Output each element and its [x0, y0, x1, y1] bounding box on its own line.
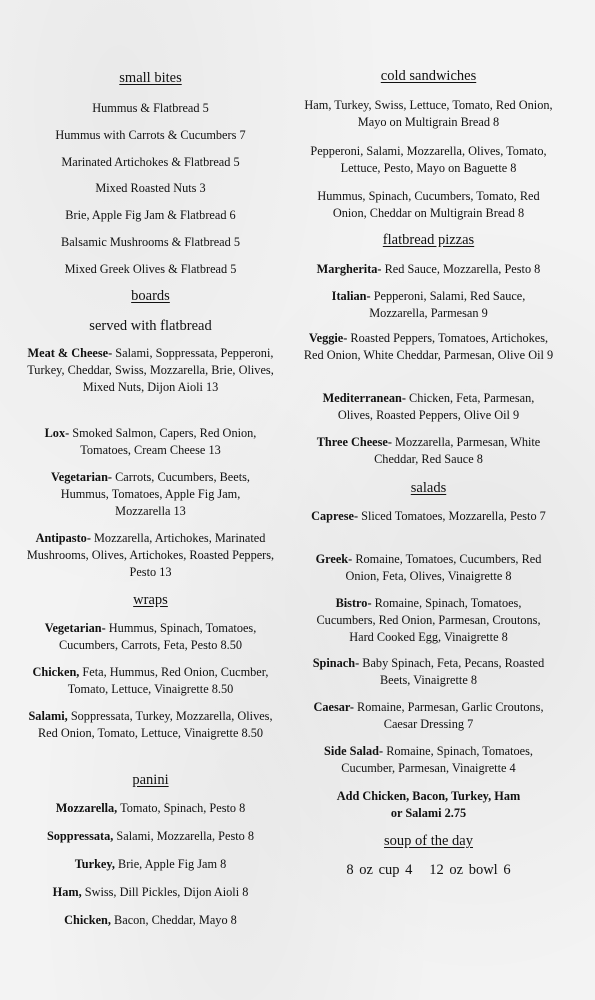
- wrap-item: Chicken, Feta, Hummus, Red Onion, Cucmber, Tomato, Lettuce, Vinaigrette 8.50: [32, 665, 269, 696]
- cold-sandwich-item: Hummus, Spinach, Cucumbers, Tomato, Red Onion, Cheddar on Multigrain Bread 8: [317, 189, 540, 220]
- salad-addon: Add Chicken, Bacon, Turkey, Ham or Salami 2.75: [336, 789, 521, 820]
- salad-item: Caprese- Sliced Tomatoes, Mozzarella, Pesto 7: [311, 509, 546, 523]
- pizza-item: Mediterranean- Chicken, Feta, Parmesan, Olives, Roasted Peppers, Olive Oil 9: [322, 391, 535, 422]
- pizza-item: Italian- Pepperoni, Salami, Red Sauce, Mozzarella, Parmesan 9: [331, 289, 526, 320]
- panini-item: Chicken, Bacon, Cheddar, Mayo 8: [64, 913, 237, 927]
- boards-subtitle: served with flatbread: [89, 318, 212, 334]
- section-heading-cold-sandwiches: cold sandwiches: [380, 68, 477, 84]
- panini-item: Turkey, Brie, Apple Fig Jam 8: [74, 857, 227, 871]
- board-item: Vegetarian- Carrots, Cucumbers, Beets, Hummus, Tomatoes, Apple Fig Jam, Mozzarella 13: [50, 470, 250, 518]
- board-item: Antipasto- Mozzarella, Artichokes, Marinated Mushrooms, Olives, Artichokes, Roasted Peppers, Pesto 13: [26, 531, 275, 579]
- cold-sandwich-item: Pepperoni, Salami, Mozzarella, Olives, Tomato, Lettuce, Pesto, Mayo on Baguette 8: [310, 144, 547, 175]
- panini-item: Ham, Swiss, Dill Pickles, Dijon Aioli 8: [52, 885, 249, 899]
- small-bite-item: Brie, Apple Fig Jam & Flatbread 6: [65, 208, 236, 222]
- small-bite-item: Hummus with Carrots & Cucumbers 7: [55, 128, 246, 142]
- salad-item: Caesar- Romaine, Parmesan, Garlic Croutons, Caesar Dressing 7: [313, 700, 544, 731]
- section-heading-wraps: wraps: [133, 592, 168, 608]
- pizza-item: Three Cheese- Mozzarella, Parmesan, White Cheddar, Red Sauce 8: [316, 435, 541, 466]
- salad-item: Side Salad- Romaine, Spinach, Tomatoes, Cucumber, Parmesan, Vinaigrette 4: [324, 744, 533, 775]
- small-bite-item: Mixed Greek Olives & Flatbread 5: [64, 262, 237, 276]
- soup-sizes: 8 oz cup 4 12 oz bowl 6: [346, 862, 511, 878]
- section-heading-panini: panini: [132, 772, 169, 788]
- small-bite-item: Balsamic Mushrooms & Flatbread 5: [61, 235, 240, 249]
- salad-item: Spinach- Baby Spinach, Feta, Pecans, Roasted Beets, Vinaigrette 8: [312, 656, 545, 687]
- small-bite-item: Hummus & Flatbread 5: [92, 101, 209, 115]
- panini-item: Soppressata, Salami, Mozzarella, Pesto 8: [46, 829, 255, 843]
- section-heading-salads: salads: [410, 480, 447, 496]
- section-heading-boards: boards: [131, 288, 170, 304]
- small-bite-item: Marinated Artichokes & Flatbread 5: [61, 155, 240, 169]
- section-heading-small-bites: small bites: [119, 70, 182, 86]
- small-bite-item: Mixed Roasted Nuts 3: [95, 181, 206, 195]
- salad-item: Bistro- Romaine, Spinach, Tomatoes, Cucumbers, Red Onion, Parmesan, Croutons, Hard Cooked Egg, Vinaigrette 8: [316, 596, 541, 644]
- pizza-item: Margherita- Red Sauce, Mozzarella, Pesto 8: [316, 262, 541, 276]
- cold-sandwich-item: Ham, Turkey, Swiss, Lettuce, Tomato, Red Onion, Mayo on Multigrain Bread 8: [304, 98, 553, 129]
- board-item: Meat & Cheese- Salami, Soppressata, Pepperoni, Turkey, Cheddar, Swiss, Mozzarella, Brie, Olives, Mixed Nuts, Dijon Aioli 13: [27, 346, 274, 394]
- panini-item: Mozzarella, Tomato, Spinach, Pesto 8: [55, 801, 246, 815]
- section-heading-soup: soup of the day: [384, 833, 473, 849]
- pizza-item: Veggie- Roasted Peppers, Tomatoes, Artichokes, Red Onion, White Cheddar, Parmesan, Olive Oil 9: [303, 331, 554, 362]
- section-heading-flatbread-pizzas: flatbread pizzas: [382, 232, 475, 248]
- wrap-item: Salami, Soppressata, Turkey, Mozzarella, Olives, Red Onion, Tomato, Lettuce, Vinaigrette 8.50: [28, 709, 273, 740]
- board-item: Lox- Smoked Salmon, Capers, Red Onion, Tomatoes, Cream Cheese 13: [44, 426, 257, 457]
- salad-item: Greek- Romaine, Tomatoes, Cucumbers, Red Onion, Feta, Olives, Vinaigrette 8: [315, 552, 542, 583]
- wrap-item: Vegetarian- Hummus, Spinach, Tomatoes, Cucumbers, Carrots, Feta, Pesto 8.50: [44, 621, 257, 652]
